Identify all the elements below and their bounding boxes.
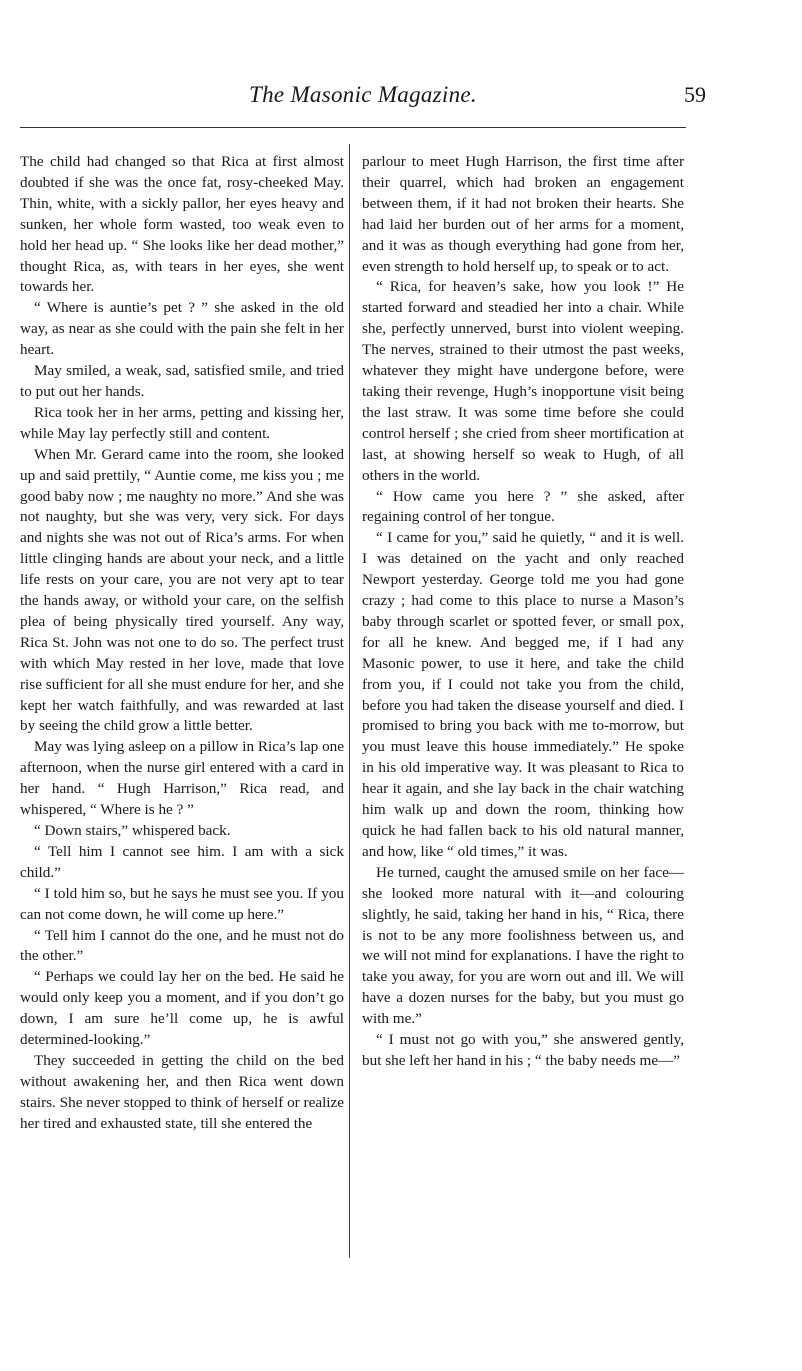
paragraph: “ Tell him I cannot do the one, and he must not do the other.” xyxy=(20,926,344,965)
paragraph: “ Rica, for heaven’s sake, how you look !” He started forward and steadied her into a chair. While she, perfectly unnerved, burst into violent weeping. The nerves, strained to their utmost the past weeks, whatever they might have undergone before, were taking their revenge, Hugh’s inopportune visit being the last straw. It was some time before she could control herself ; she cried from sheer mortification at last, at showing herself so weak to Hugh, of all others in the world. xyxy=(362,278,684,484)
header-rule xyxy=(20,127,686,128)
paragraph: When Mr. Gerard came into the room, she looked up and said prettily, “ Auntie come, me kiss you ; me good baby now ; me naughty no more.” And she was not naughty, but she was very, very sick. For days and nights she was not out of Rica’s arms. For when little clinging hands are about your neck, and a little life rests on your care, you are not very apt to tear the hands away, or withold your care, on the selfish plea of being physically tired yourself. Any way, Rica St. John was not one to do so. The perfect trust with which May rested in her love, made that love rise sufficient for all she must endure for her, and she kept her watch faithfully, and was rewarded at last by seeing the child grow a little better. xyxy=(20,445,344,735)
left-column xyxy=(20,152,344,1135)
paragraph: “ Perhaps we could lay her on the bed. He said he would only keep you a moment, and if you don’t go down, I am sure he’ll come up, he is awful determined-looking.” xyxy=(20,968,344,1049)
paragraph: parlour to meet Hugh Harrison, the first time after their quarrel, which had broken an engagement between them, if it had not broken their hearts. She had laid her burden out of her arms for a moment, and it was as though everything had gone from her, even strength to hold herself up, to speak or to act. xyxy=(362,153,684,275)
paragraph: “ Down stairs,” whispered back. xyxy=(34,822,231,839)
paragraph: May was lying asleep on a pillow in Rica’s lap one afternoon, when the nurse girl entered with a card in her hand. “ Hugh Harrison,” Rica read, and whispered, “ Where is he ? ” xyxy=(20,738,344,819)
right-column xyxy=(362,152,684,1072)
paragraph: “ Tell him I cannot see him. I am with a sick child.” xyxy=(20,842,344,881)
paragraph: They succeeded in getting the child on the bed without awakening her, and then Rica went down stairs. She never stopped to think of herself or realize her tired and exhausted state, till she entered the xyxy=(20,1051,344,1132)
paragraph: “ I told him so, but he says he must see you. If you can not come down, he will come up here.” xyxy=(20,884,344,923)
paragraph: “ I came for you,” said he quietly, “ and it is well. I was detained on the yacht and only reached Newport yesterday. George told me you had gone crazy ; had come to this place to nurse a Mason’s baby through scarlet or spotted fever, or small pox, for all he knew. And begged me, if I had any Masonic power, to use it here, and take the child from you, if I could not take you from the child, before you had taken the disease yourself and died. I promised to bring you back with me to-morrow, but you must leave this house immediately.” He spoke in his old imperative way. It was pleasant to Rica to hear it again, and she lay back in the chair watching him walk up and down the room, thinking how quick he had fallen back to his old natural manner, and how, like “ old times,” it was. xyxy=(362,529,684,860)
paragraph: “ How came you here ? ” she asked, after regaining control of her tongue. xyxy=(362,487,684,526)
running-title: The Masonic Magazine. xyxy=(249,82,477,107)
page-number: 59 xyxy=(684,82,706,107)
paragraph: “ I must not go with you,” she answered gently, but she left her hand in his ; “ the baby needs me—” xyxy=(362,1031,684,1069)
paragraph: Rica took her in her arms, petting and kissing her, while May lay perfectly still and content. xyxy=(20,403,344,442)
paragraph: The child had changed so that Rica at first almost doubted if she was the once fat, rosy-cheeked May. Thin, white, with a sickly pallor, her eyes heavy and sunken, her whole form wasted, too weak even to hold her head up. “ She looks like her dead mother,” thought Rica, as, with tears in her eyes, she went towards her. xyxy=(20,153,344,296)
paragraph: May smiled, a weak, sad, satisfied smile, and tried to put out her hands. xyxy=(20,362,344,400)
paragraph: He turned, caught the amused smile on her face—she looked more natural with it—and colouring slightly, he said, taking her hand in his, “ Rica, there is not to be any more foolishness between us, and we will not mind for explanations. I have the right to take you away, for you are worn out and ill. We will have a dozen nurses for the baby, but you must go with me.” xyxy=(362,863,684,1028)
paragraph: “ Where is auntie’s pet ? ” she asked in the old way, as near as she could with the pain she felt in her heart. xyxy=(20,299,344,359)
page-header xyxy=(20,82,706,118)
column-divider xyxy=(349,144,350,1258)
